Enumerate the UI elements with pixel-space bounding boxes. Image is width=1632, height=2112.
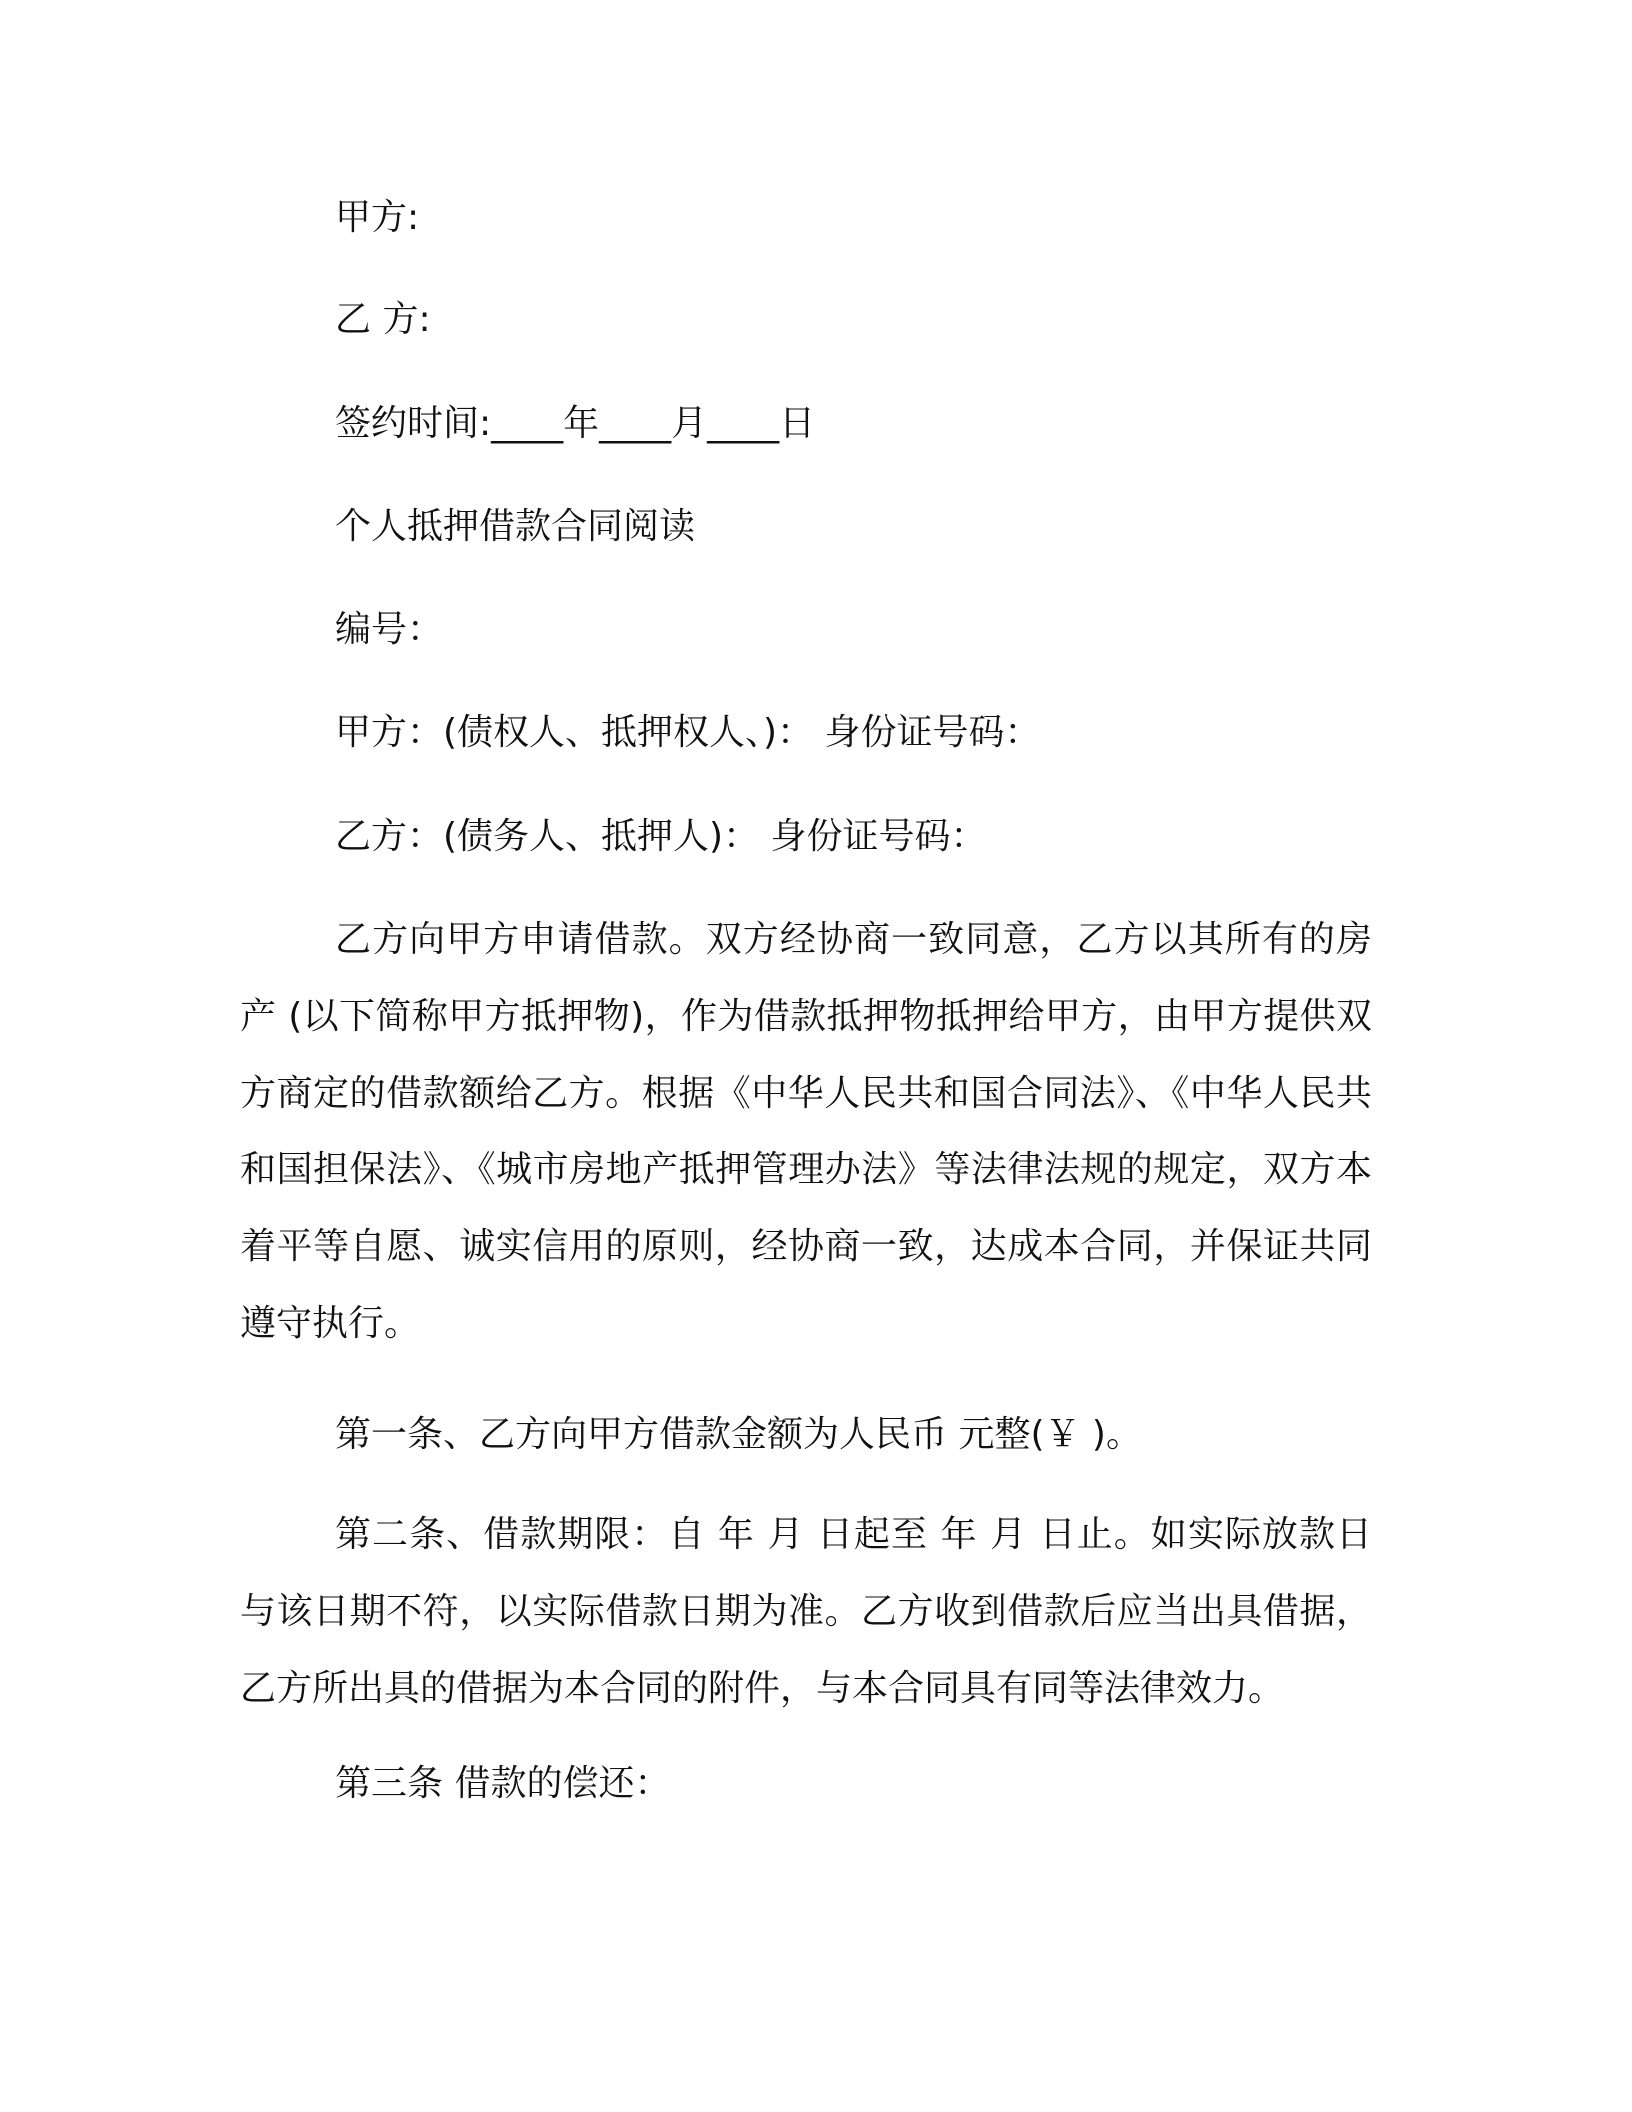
document-title: 个人抵押借款合同阅读	[335, 506, 696, 547]
article-1-paragraph: 第一条、乙方向甲方借款金额为人民币 元整(￥ )。	[335, 1414, 1142, 1455]
party-a-line: 甲方:	[335, 197, 420, 238]
party-a-detail-line: 甲方：(债权人、抵押权人、)： 身份证号码：	[335, 712, 1041, 753]
party-b-line: 乙 方:	[335, 299, 431, 340]
article-3-heading: 第三条 借款的偿还：	[335, 1763, 671, 1804]
party-b-detail-line: 乙方：(债务人、抵押人)： 身份证号码：	[335, 816, 987, 857]
article-2-paragraph: 第二条、借款期限：自 年 月 日起至 年 月 日止。如实际放款日与该日期不符，以实际借款日期为准。乙方收到借款后应当出具借据，乙方所出具的借据为本合同的附件，与本合同具有同等法律效力。	[240, 1514, 1372, 1709]
contract-number-line: 编号：	[335, 609, 444, 650]
intro-paragraph: 乙方向甲方申请借款。双方经协商一致同意，乙方以其所有的房产 (以下简称甲方抵押物)，作为借款抵押物抵押给甲方，由甲方提供双方商定的借款额给乙方。根据《中华人民共和国合同法》、《中华人民共和国担保法》、《城市房地产抵押管理办法》等法律法规的规定，双方本着平等自愿、诚实信用的原则，经协商一致，达成本合同，并保证共同遵守执行。	[240, 919, 1372, 1344]
sign-date-line: 签约时间:____年____月____日	[335, 403, 816, 444]
